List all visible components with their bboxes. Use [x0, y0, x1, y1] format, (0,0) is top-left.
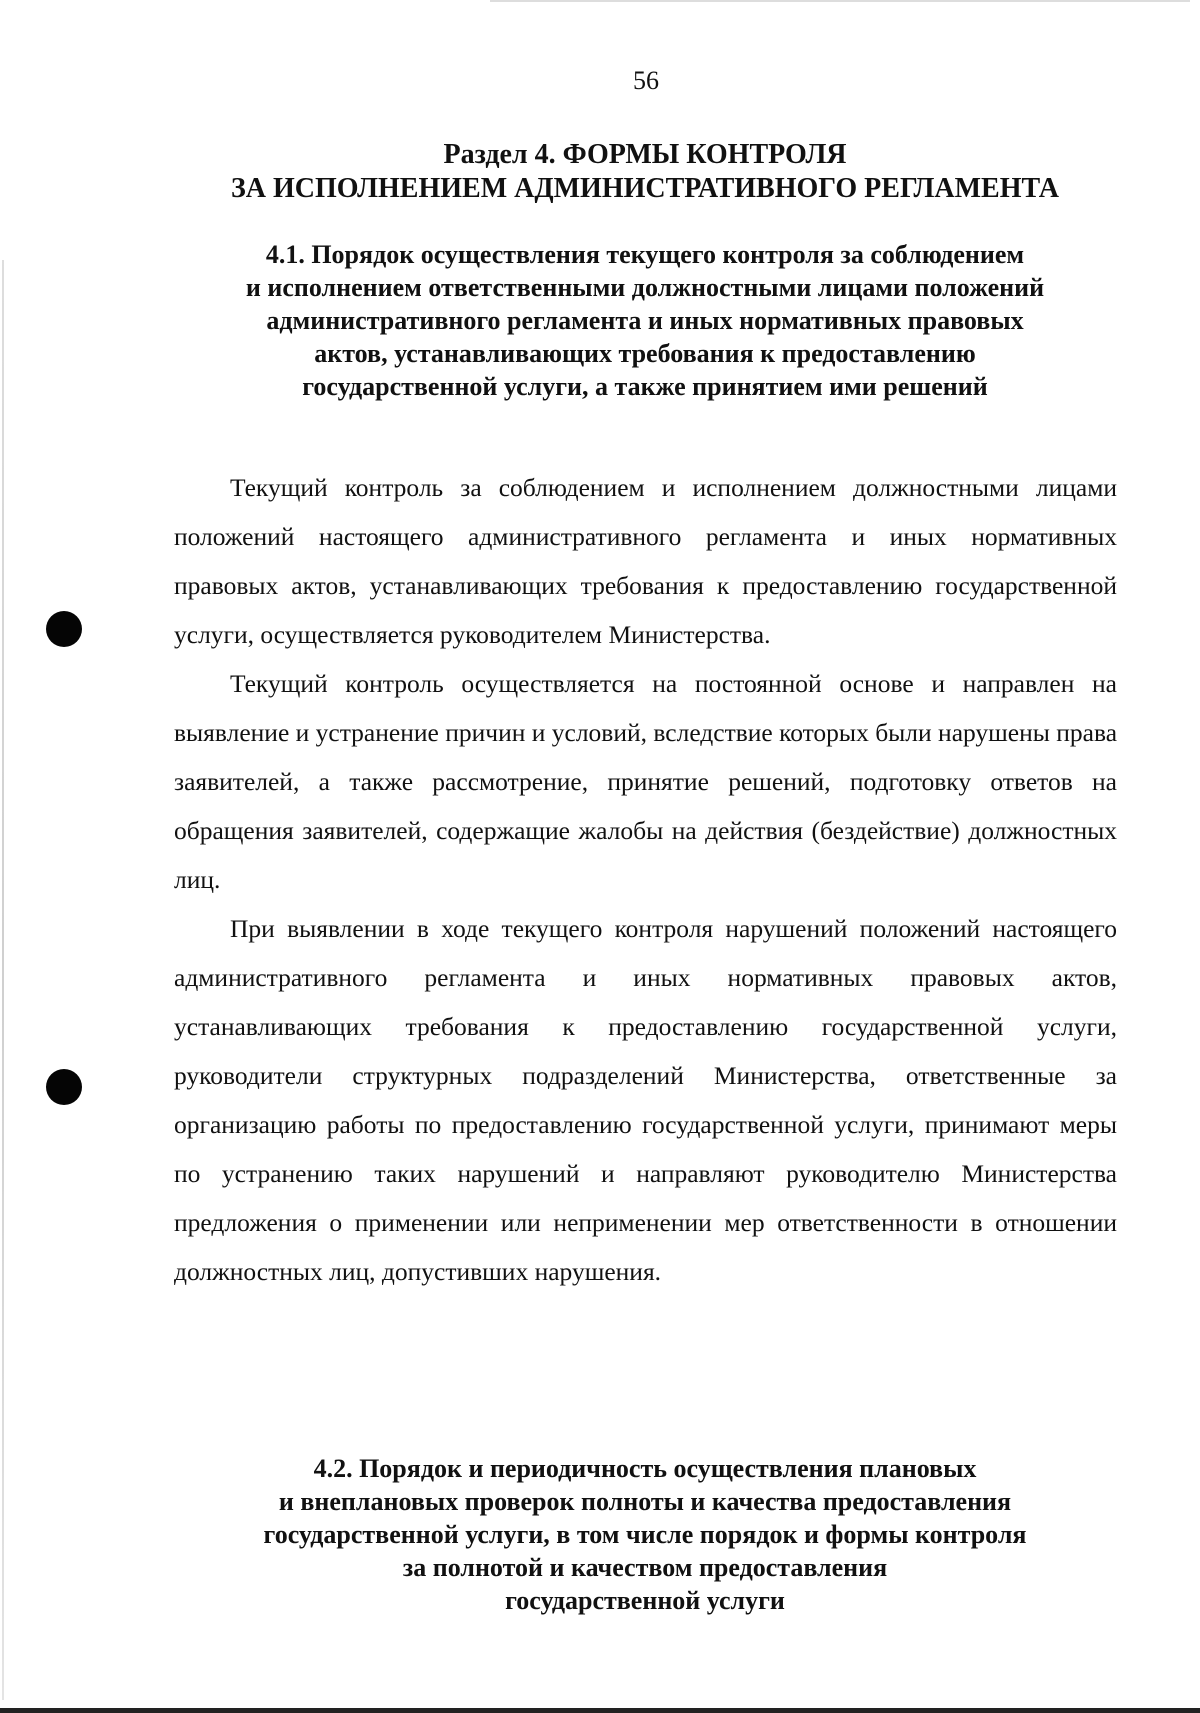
subsection-heading-line: административного регламента и иных нормативных правовых [266, 306, 1024, 335]
page-number: 56 [633, 66, 659, 95]
subsection-heading-line: государственной услуги [505, 1586, 785, 1615]
scan-edge-top [490, 0, 1190, 2]
section-heading-line: Раздел 4. ФОРМЫ КОНТРОЛЯ [443, 139, 847, 170]
subsection-heading-line: государственной услуги, в том числе порядок и формы контроля [263, 1520, 1027, 1549]
punch-hole [46, 1069, 82, 1105]
subsection-heading-line: и исполнением ответственными должностными лицами положений [245, 273, 1045, 302]
subsection-heading-line: и внеплановых проверок полноты и качества предоставления [278, 1487, 1012, 1516]
subsection-heading-line: актов, устанавливающих требования к предоставлению [314, 339, 976, 368]
punch-hole [46, 611, 82, 647]
section-heading [160, 138, 1130, 206]
scan-edge-bottom [0, 1708, 1200, 1713]
subsection-heading-line: 4.1. Порядок осуществления текущего контроля за соблюдением [265, 240, 1025, 269]
section-heading-line: ЗА ИСПОЛНЕНИЕМ АДМИНИСТРАТИВНОГО РЕГЛАМЕНТА [231, 173, 1059, 204]
paragraph: Текущий контроль за соблюдением и исполнением должностными лицами положений настоящего административного регламента и иных нормативных правовых актов, устанавливающих требования к предоставлению государственной услуги, осуществляется руководителем Министерства. [174, 473, 1117, 649]
subsection-heading-line: государственной услуги, а также принятием ими решений [302, 372, 988, 401]
paragraph: Текущий контроль осуществляется на постоянной основе и направлен на выявление и устранение причин и условий, вследствие которых были нарушены права заявителей, а также рассмотрение, принятие решений, подготовку ответов на обращения заявителей, содержащие жалобы на действия (бездействие) должностных лиц. [174, 669, 1118, 894]
scan-edge-left [2, 260, 4, 1700]
body-text [174, 463, 1117, 1296]
paragraph: При выявлении в ходе текущего контроля нарушений положений настоящего административного регламента и иных нормативных правовых актов, устанавливающих требования к предоставлению государственной услуги, руководители структурных подразделений Министерства, ответственные за организацию работы по предоставлению государственной услуги, принимают меры по устранению таких нарушений и направляют руководителю Министерства предложения о применении или неприменении мер ответственности в отношении должностных лиц, допустивших нарушения. [174, 914, 1117, 1286]
subsection-heading-4-1 [160, 238, 1130, 403]
subsection-heading-line: за полнотой и качеством предоставления [402, 1553, 888, 1582]
subsection-heading-4-2 [160, 1452, 1130, 1617]
subsection-heading-line: 4.2. Порядок и периодичность осуществления плановых [313, 1454, 977, 1483]
